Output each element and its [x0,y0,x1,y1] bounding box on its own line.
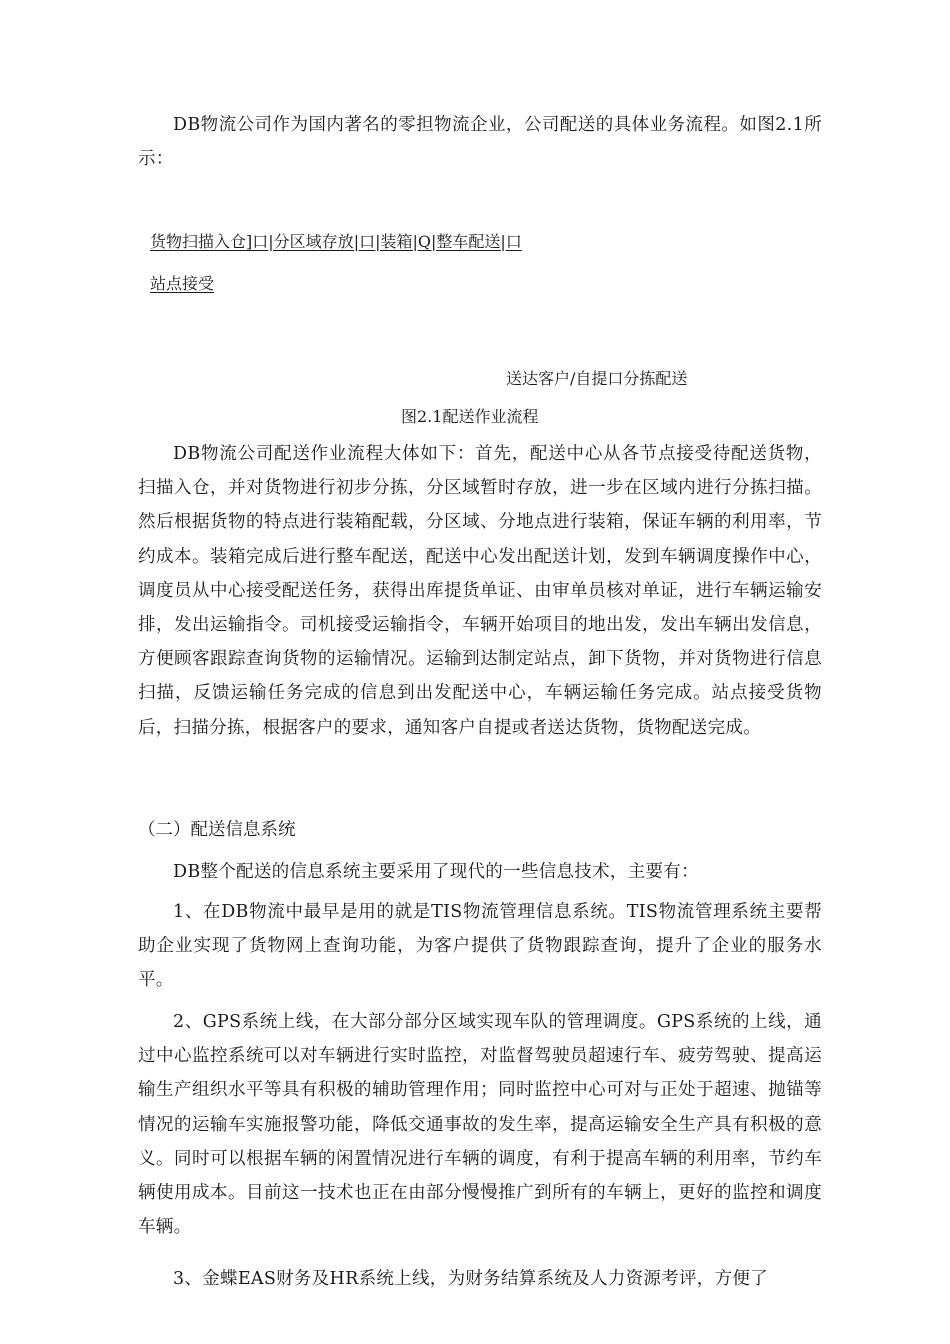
flow-step-station-receive: 站点接受 [150,274,215,293]
process-description-paragraph: DB物流公司配送作业流程大体如下：首先，配送中心从各节点接受待配送货物，扫描入仓，并对货物进行初步分拣，分区域暂时存放，进一步在区域内进行分拣扫描。然后根据货物的特点进行装箱配载，分区域、分地点进行装箱，保证车辆的利用率，节约成本。装箱完成后进行整车配送，配送中心发出配送计划，发到车辆调度操作中心，调度员从中心接受配送任务，获得出库提货单证、由审单员核对单证，进行车辆运输安排，发出运输指令。司机接受运输指令，车辆开始项目的地出发，发出车辆出发信息，方便顾客跟踪查询货物的运输情况。运输到达制定站点，卸下货物，并对货物进行信息扫描，反馈运输任务完成的信息到出发配送中心，车辆运输任务完成。站点接受货物后，扫描分拣，根据客户的要求，通知客户自提或者送达货物，货物配送完成。 [138,444,822,738]
figure-caption: 图2.1配送作业流程 [401,407,539,426]
flow-separator: | [268,232,274,251]
tis-system-paragraph: 1、在DB物流中最早是用的就是TIS物流管理信息系统。TIS物流管理系统主要帮助企业实现了货物网上查询功能，为客户提供了货物跟踪查询，提升了企业的服务水平。 [138,902,822,991]
flow-separator: | [431,232,437,251]
flow-separator: | [500,232,506,251]
flow-arrow-icon: 口 [252,232,269,251]
eas-system-paragraph: 3、金蝶EAS财务及HR系统上线，为财务结算系统及人力资源考评，方便了 [173,1269,768,1289]
flow-separator: | [412,232,418,251]
flow-arrow-icon: 口 [505,232,522,251]
flow-separator: | [353,232,360,251]
flowchart-row-2 [150,274,214,294]
gps-system-paragraph: 2、GPS系统上线，在大部分部分区域实现车队的管理调度。GPS系统的上线，通过中心监控系统可以对车辆进行实时监控，对监督驾驶员超速行车、疲劳驾驶、提高运输生产组织水平等具有积极的辅助管理作用；同时监控中心可对与正处于超速、抛锚等情况的运输车实施报警功能，降低交通事故的发生率，提高运输安全生产具有积极的意义。同时可以根据车辆的闲置情况进行车辆的调度，有利于提高车辆的利用率，节约车辆使用成本。目前这一技术也正在由部分慢慢推广到所有的车辆上，更好的监控和调度车辆。 [138,1012,822,1238]
info-system-intro-paragraph: DB整个配送的信息系统主要采用了现代的一些信息技术，主要有： [173,862,699,882]
flow-arrow-icon: 口 [359,232,376,251]
flow-arrow-icon: Q [417,232,432,251]
flow-step: 装箱 [380,232,413,251]
intro-paragraph: DB物流公司作为国内著名的零担物流企业，公司配送的具体业务流程。如图2.1所示： [138,115,822,170]
section-heading: （二）配送信息系统 [138,820,296,840]
flow-separator: | [375,232,381,251]
flow-step: 分区域存放 [273,232,354,251]
flowchart-row-1 [150,232,522,252]
flow-step: 整车配送 [436,232,501,251]
flow-step: 货物扫描入仓 [150,232,247,251]
flowchart-row-3: 送达客户/自提口分拣配送 [506,369,688,388]
flow-separator: ] [246,232,253,251]
